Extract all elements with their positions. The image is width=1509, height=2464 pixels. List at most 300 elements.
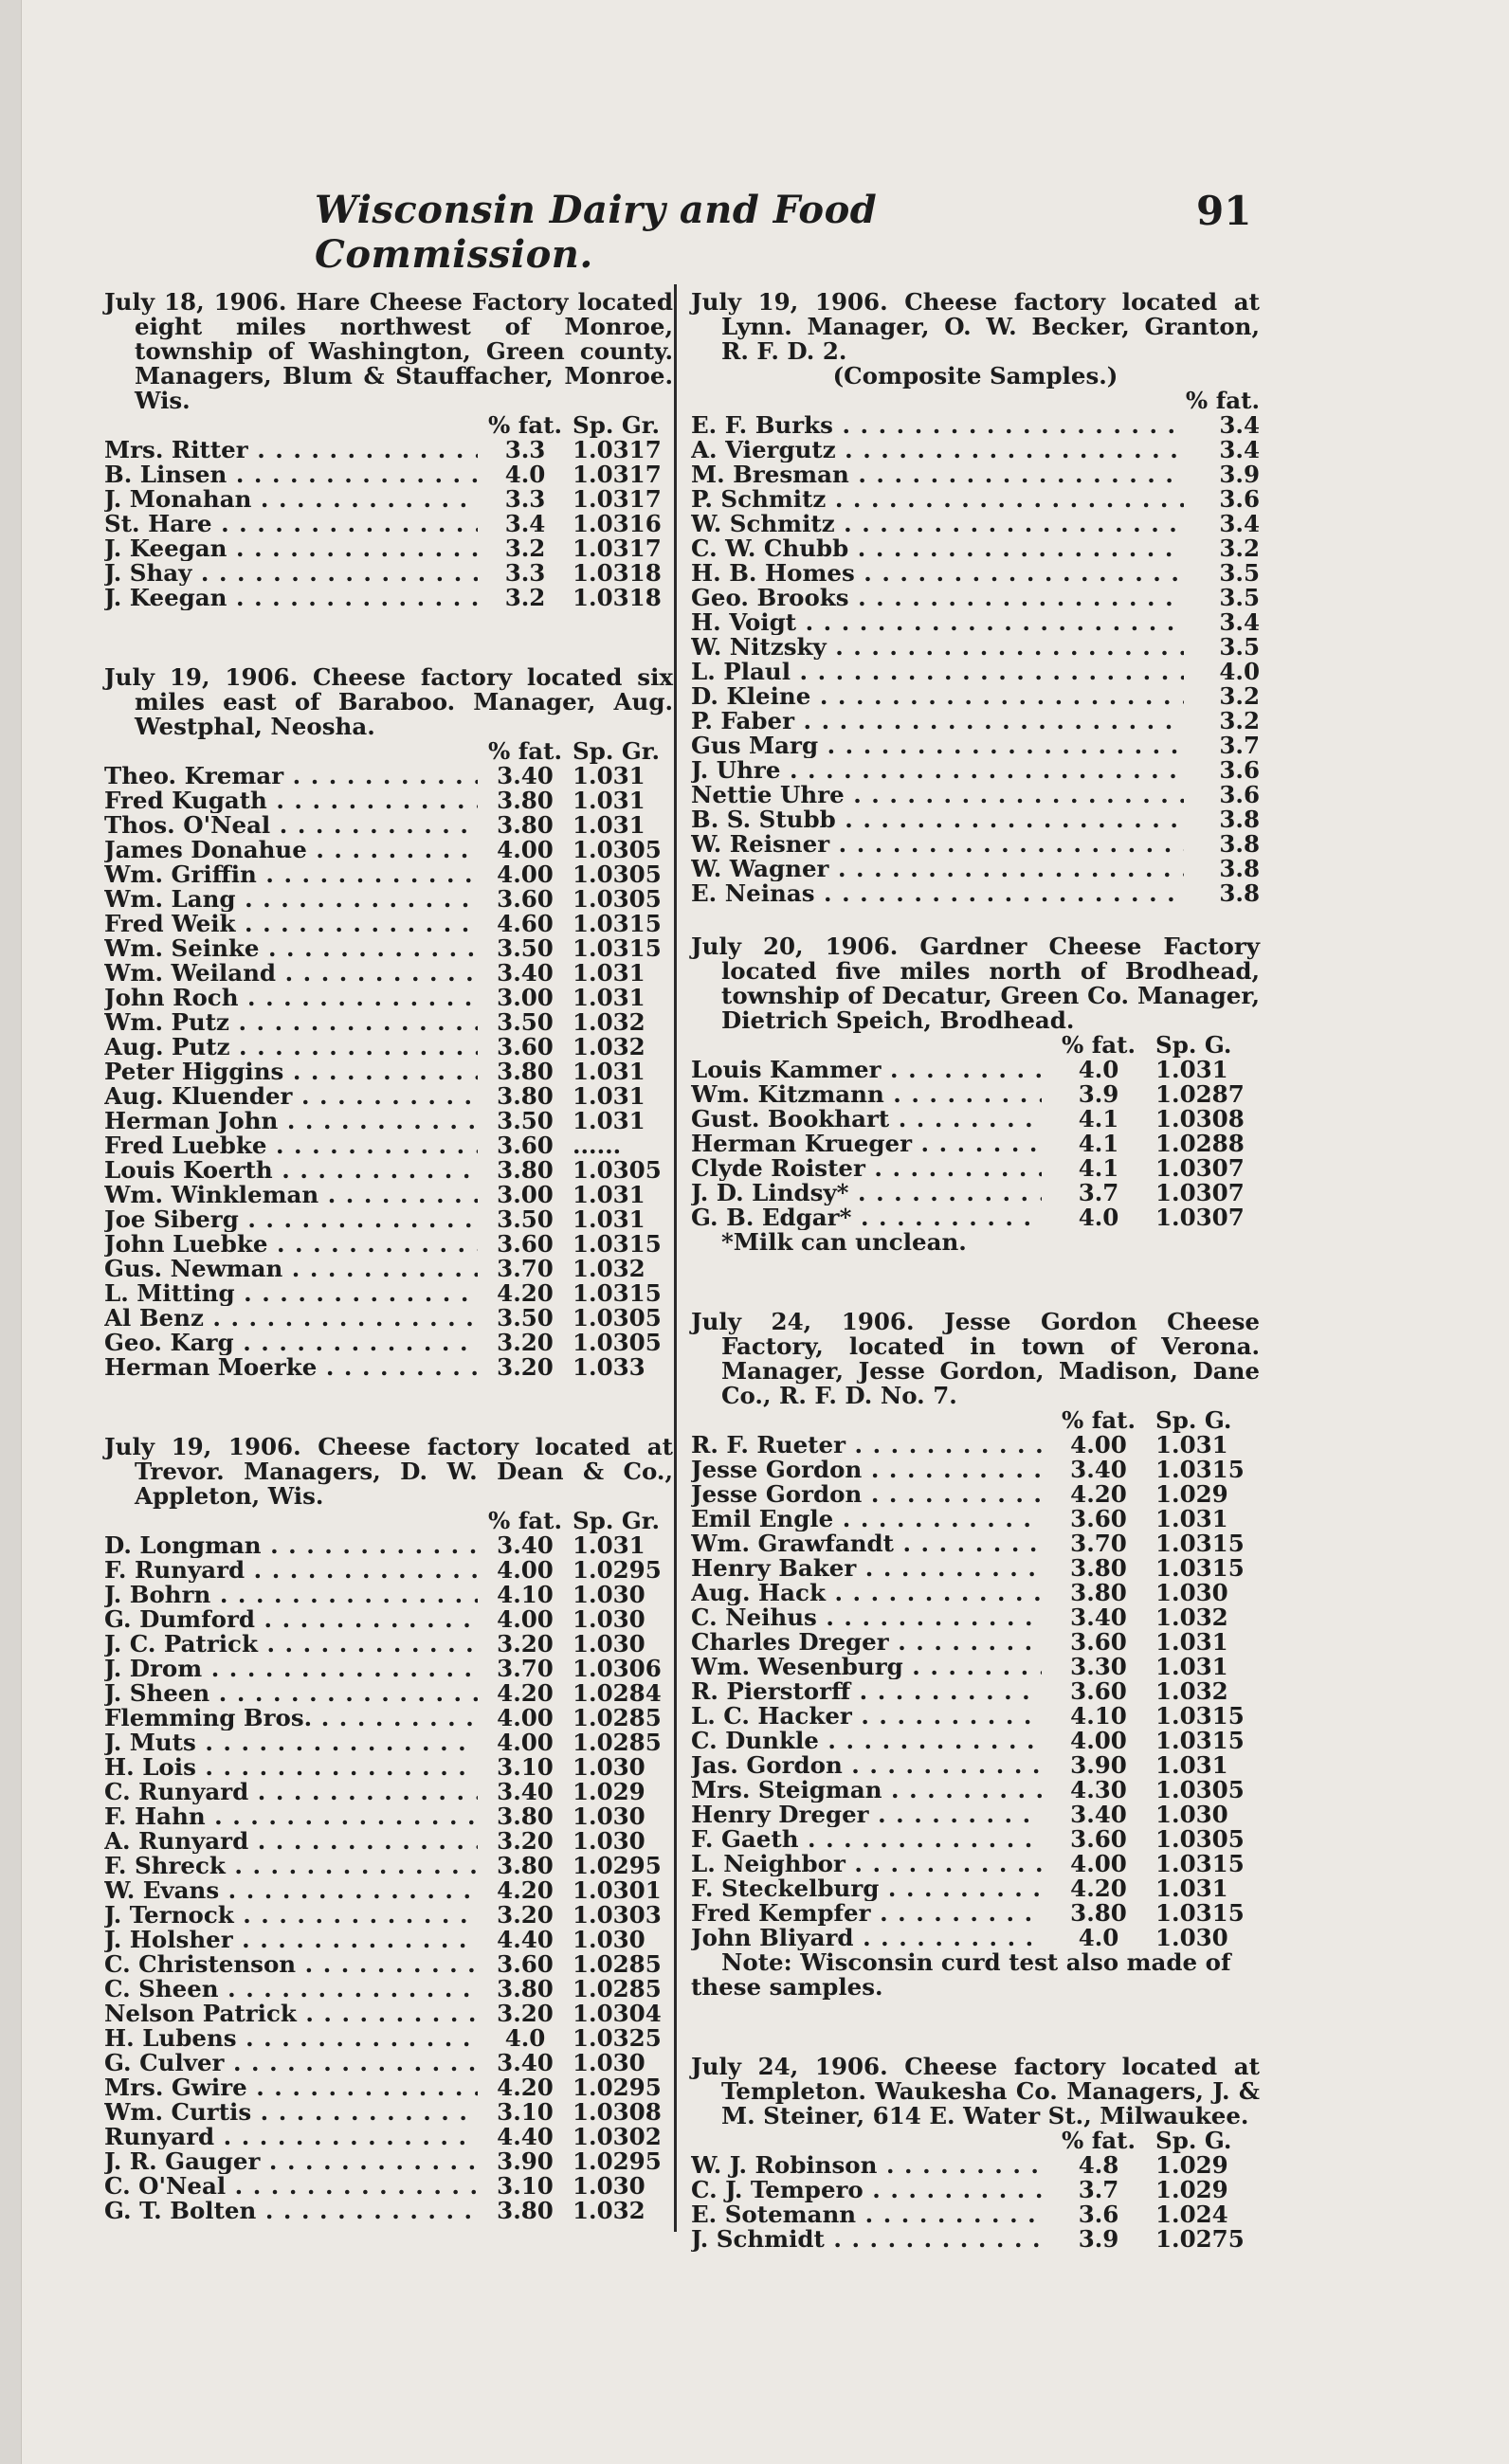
- sample-name: L. Mitting . . .: [104, 1281, 478, 1306]
- right-section-3: [691, 2055, 1260, 2252]
- section-heading: July 24, 1906. Jesse Gordon Cheese Factory, located in town of Verona. Manager, Jesse Gordon, Madison, Dane Co., R. F. D. No. 7.: [691, 1308, 1260, 1409]
- table-row: [691, 1901, 1260, 1926]
- table-row: [691, 1156, 1260, 1181]
- gravity-value: 1.032: [1155, 1677, 1228, 1705]
- sample-name: Fred Kugath . . .: [104, 788, 478, 813]
- fat-value: 4.00: [497, 836, 554, 863]
- gravity-value: 1.0304: [573, 2000, 662, 2027]
- right-section-1: [691, 934, 1260, 1255]
- gravity-value: 1.0316: [573, 510, 662, 537]
- gravity-value: 1.0315: [1155, 1554, 1245, 1582]
- sample-name: P. Schmitz . . .: [691, 487, 1184, 512]
- table-row: [691, 487, 1260, 512]
- sample-name: Gus Marg . . .: [691, 734, 1184, 758]
- table-row: [104, 1281, 673, 1306]
- table-row: [691, 1778, 1260, 1803]
- sample-name: J. Keegan . . .: [104, 536, 478, 561]
- fat-value: 3.70: [497, 1255, 554, 1282]
- table-row: [104, 838, 673, 862]
- table-row: [691, 536, 1260, 561]
- fat-value: 3.8: [1219, 879, 1260, 907]
- table-row: [104, 1257, 673, 1281]
- table-row: [104, 1084, 673, 1109]
- gravity-value: 1.031: [573, 1082, 645, 1110]
- sample-name: Aug. Kluender . . .: [104, 1084, 478, 1109]
- sample-name: L. Plaul . . .: [691, 660, 1184, 684]
- table-row: [104, 1977, 673, 2002]
- gravity-value: 1.0308: [1155, 1105, 1245, 1132]
- table-row: [104, 1158, 673, 1183]
- gravity-value: 1.0317: [573, 485, 662, 513]
- table-row: [691, 1132, 1260, 1156]
- gravity-value: 1.0303: [573, 1901, 662, 1929]
- gravity-value: 1.0295: [573, 2147, 662, 2175]
- table-row: [104, 1804, 673, 1829]
- fat-value: 3.40: [1070, 1603, 1127, 1631]
- table-row: [691, 1181, 1260, 1205]
- fat-value: 3.80: [497, 1803, 554, 1830]
- fat-value: 3.5: [1219, 584, 1260, 611]
- table-row: [104, 586, 673, 610]
- table-row: [691, 660, 1260, 684]
- sample-name: John Luebke . . .: [104, 1232, 478, 1257]
- gravity-value: 1.031: [573, 1058, 645, 1085]
- table-row: [104, 2051, 673, 2075]
- fat-value: 3.6: [1219, 781, 1260, 808]
- gravity-value: 1.0315: [1155, 1727, 1245, 1754]
- table-row: [104, 1035, 673, 1060]
- table-row: [104, 1583, 673, 1607]
- fat-value: 4.1: [1078, 1105, 1119, 1132]
- sample-name: E. Neinas . . .: [691, 881, 1184, 906]
- gravity-value: 1.0315: [573, 1230, 662, 1258]
- fat-value: 3.9: [1078, 1080, 1119, 1108]
- fat-value: 3.80: [1070, 1554, 1127, 1582]
- table-row: [104, 1829, 673, 1854]
- sample-name: Runyard . . .: [104, 2125, 478, 2149]
- table-row: [104, 1706, 673, 1730]
- gravity-value: 1.0305: [573, 1304, 662, 1332]
- fat-value: 3.8: [1219, 855, 1260, 882]
- gravity-value: 1.030: [1155, 1801, 1228, 1828]
- sample-name: C. Christenson . . .: [104, 1952, 478, 1977]
- gravity-value: 1.0315: [573, 910, 662, 937]
- sample-name: Jesse Gordon . . .: [691, 1458, 1042, 1482]
- sample-name: E. F. Burks . . .: [691, 413, 1184, 438]
- fat-value: 3.2: [1219, 534, 1260, 562]
- right-section-2: [691, 1310, 1260, 2000]
- sample-name: H. Lois . . .: [104, 1755, 478, 1780]
- table-row: [691, 758, 1260, 783]
- gravity-value: 1.0302: [573, 2123, 662, 2150]
- sample-name: Aug. Putz . . .: [104, 1035, 478, 1060]
- sample-name: C. W. Chubb . . .: [691, 536, 1184, 561]
- sample-name: J. Muts . . .: [104, 1730, 478, 1755]
- header-spacer: [691, 1033, 1042, 1058]
- page-header-title: Wisconsin Dairy and Food Commission.: [315, 188, 878, 277]
- gravity-value: 1.031: [573, 984, 645, 1011]
- table-row: [691, 1655, 1260, 1679]
- sample-name: L. C. Hacker . . .: [691, 1704, 1042, 1729]
- gravity-value: 1.030: [1155, 1924, 1228, 1951]
- table-header: [691, 2129, 1260, 2153]
- sample-name: Wm. Seinke . . .: [104, 936, 478, 961]
- table-row: [691, 1729, 1260, 1753]
- gravity-value: 1.0287: [1155, 1080, 1245, 1108]
- table-row: [104, 462, 673, 487]
- fat-value: 3.80: [1070, 1899, 1127, 1927]
- table-row: [691, 2178, 1260, 2202]
- column-divider: [674, 284, 677, 2232]
- left-section-2: [104, 665, 673, 1380]
- sample-name: J. Schmidt . . .: [691, 2227, 1042, 2252]
- table-row: [104, 1952, 673, 1977]
- fat-value: 3.8: [1219, 830, 1260, 858]
- sample-name: Wm. Winkleman . . .: [104, 1183, 478, 1207]
- fat-value: 4.20: [497, 1679, 554, 1707]
- column-header-gravity: Sp. G.: [1155, 1031, 1232, 1059]
- sample-name: Wm. Kitzmann . . .: [691, 1082, 1042, 1107]
- column-header-gravity: Sp. Gr.: [573, 411, 660, 439]
- table-row: [691, 2227, 1260, 2252]
- fat-value: 3.2: [1219, 682, 1260, 710]
- gravity-value: 1.0295: [573, 1556, 662, 1584]
- left-section-1: [104, 290, 673, 610]
- sample-name: A. Viergutz . . .: [691, 438, 1184, 462]
- sample-name: Mrs. Gwire . . .: [104, 2075, 478, 2100]
- table-row: [691, 1205, 1260, 1230]
- fat-value: 4.60: [497, 910, 554, 937]
- table-header: [691, 389, 1260, 413]
- sample-name: G. T. Bolten . . .: [104, 2199, 478, 2223]
- left-column: [104, 290, 673, 2278]
- table-row: [104, 1183, 673, 1207]
- fat-value: 3.4: [1219, 510, 1260, 537]
- table-row: [691, 1556, 1260, 1581]
- sample-name: D. Kleine . . .: [691, 684, 1184, 709]
- gravity-value: 1.0315: [1155, 1850, 1245, 1877]
- table-row: [691, 1507, 1260, 1531]
- table-row: [104, 2026, 673, 2051]
- column-header-fat: % fat.: [1061, 2127, 1136, 2154]
- fat-value: 4.00: [1070, 1431, 1127, 1458]
- gravity-value: 1.030: [573, 1926, 645, 1953]
- gravity-value: 1.0301: [573, 1876, 662, 1904]
- table-row: [104, 512, 673, 536]
- section-heading: July 20, 1906. Gardner Cheese Factory located five miles north of Brodhead, township of Decatur, Green Co. Manager, Dietrich Speich, Brodhead.: [691, 933, 1260, 1034]
- sample-name: Mrs. Steigman . . .: [691, 1778, 1042, 1803]
- fat-value: 4.40: [497, 1926, 554, 1953]
- page-number: 91: [1196, 188, 1252, 234]
- sample-name: G. Dumford . . .: [104, 1607, 478, 1632]
- gravity-value: 1.029: [1155, 1480, 1228, 1508]
- table-row: [691, 1852, 1260, 1876]
- sample-name: Fred Weik . . .: [104, 912, 478, 936]
- fat-value: 3.60: [497, 885, 554, 913]
- fat-value: 4.1: [1078, 1154, 1119, 1182]
- sample-name: C. Neihus . . .: [691, 1605, 1042, 1630]
- column-header-fat: % fat.: [1061, 1031, 1136, 1059]
- sample-name: G. B. Edgar* . . .: [691, 1205, 1042, 1230]
- table-row: [691, 832, 1260, 857]
- gravity-value: 1.0305: [573, 1329, 662, 1356]
- table-row: [691, 1082, 1260, 1107]
- sample-name: Jas. Gordon . . .: [691, 1753, 1042, 1778]
- gravity-value: 1.030: [573, 1630, 645, 1658]
- gravity-value: 1.030: [573, 2049, 645, 2076]
- sample-name: W. Nitzsky . . .: [691, 635, 1184, 660]
- fat-value: 3.8: [1219, 806, 1260, 833]
- table-row: [104, 813, 673, 838]
- fat-value: 4.00: [497, 1729, 554, 1756]
- sample-name: D. Longman . . .: [104, 1533, 478, 1558]
- table-row: [104, 1878, 673, 1903]
- column-header-fat: % fat.: [487, 411, 563, 439]
- gravity-value: 1.0305: [1155, 1825, 1245, 1853]
- section-subheading: (Composite Samples.): [832, 362, 1118, 390]
- sample-name: Herman Krueger . . .: [691, 1132, 1042, 1156]
- sample-name: Gus. Newman . . .: [104, 1257, 478, 1281]
- table-row: [691, 561, 1260, 586]
- gravity-value: 1.032: [573, 1033, 645, 1060]
- fat-value: 4.00: [1070, 1850, 1127, 1877]
- fat-value: 3.6: [1219, 756, 1260, 784]
- table-row: [104, 936, 673, 961]
- sample-name: C. Runyard . . .: [104, 1780, 478, 1804]
- sample-name: J. R. Gauger . . .: [104, 2149, 478, 2174]
- table-row: [104, 764, 673, 788]
- table-row: [691, 1581, 1260, 1605]
- column-header-fat: % fat.: [487, 737, 563, 765]
- sample-name: R. F. Rueter . . .: [691, 1433, 1042, 1458]
- gravity-value: 1.031: [573, 811, 645, 839]
- fat-value: 4.30: [1070, 1776, 1127, 1803]
- sample-name: C. Sheen . . .: [104, 1977, 478, 2002]
- gravity-value: 1.0295: [573, 2074, 662, 2101]
- column-header-gravity: Sp. G.: [1155, 2127, 1232, 2154]
- table-row: [691, 807, 1260, 832]
- table-header: [104, 1509, 673, 1533]
- gravity-value: 1.0306: [573, 1655, 662, 1682]
- sample-name: Louis Koerth . . .: [104, 1158, 478, 1183]
- table-row: [691, 1679, 1260, 1704]
- fat-value: 3.00: [497, 984, 554, 1011]
- fat-value: 3.80: [497, 1058, 554, 1085]
- sample-name: W. Evans . . .: [104, 1878, 478, 1903]
- fat-value: 3.6: [1078, 2201, 1119, 2228]
- table-row: [691, 1107, 1260, 1132]
- table-row: [104, 1355, 673, 1380]
- gravity-value: 1.0315: [1155, 1456, 1245, 1483]
- gravity-value: 1.024: [1155, 2201, 1228, 2228]
- sample-name: W. Wagner . . .: [691, 857, 1184, 881]
- fat-value: 3.80: [497, 1082, 554, 1110]
- fat-value: 4.0: [1078, 1204, 1119, 1231]
- table-row: [691, 1058, 1260, 1082]
- fat-value: 3.40: [497, 1531, 554, 1559]
- gravity-value: 1.0285: [573, 1729, 662, 1756]
- fat-value: 3.80: [497, 787, 554, 814]
- gravity-value: 1.0305: [573, 836, 662, 863]
- gravity-value: 1.0307: [1155, 1204, 1245, 1231]
- table-header: [691, 1408, 1260, 1433]
- fat-value: 3.40: [497, 959, 554, 987]
- table-row: [691, 857, 1260, 881]
- fat-value: 3.7: [1078, 2176, 1119, 2203]
- gravity-value: 1.031: [1155, 1751, 1228, 1779]
- table-row: [691, 1803, 1260, 1827]
- table-header: [104, 413, 673, 438]
- sample-name: W. Reisner . . .: [691, 832, 1184, 857]
- table-row: [691, 1926, 1260, 1950]
- column-header-gravity: Sp. G.: [1155, 1406, 1232, 1434]
- fat-value: 3.50: [497, 1205, 554, 1233]
- sample-name: Jesse Gordon . . .: [691, 1482, 1042, 1507]
- left-section-3: [104, 1435, 673, 2223]
- table-row: [104, 2199, 673, 2223]
- fat-value: 4.0: [1078, 1924, 1119, 1951]
- table-row: [691, 2153, 1260, 2178]
- fat-value: 4.10: [1070, 1702, 1127, 1730]
- fat-value: 3.9: [1219, 461, 1260, 488]
- sample-name: J. C. Patrick . . .: [104, 1632, 478, 1657]
- gravity-value: 1.031: [573, 762, 645, 789]
- sample-name: Joe Siberg . . .: [104, 1207, 478, 1232]
- fat-value: 3.40: [1070, 1801, 1127, 1828]
- sample-name: C. Dunkle . . .: [691, 1729, 1042, 1753]
- sample-name: W. Schmitz . . .: [691, 512, 1184, 536]
- fat-value: 3.60: [1070, 1505, 1127, 1532]
- sample-name: G. Culver . . .: [104, 2051, 478, 2075]
- sample-name: H. Voigt . . .: [691, 610, 1184, 635]
- sample-name: F. Runyard . . .: [104, 1558, 478, 1583]
- table-row: [691, 635, 1260, 660]
- table-row: [104, 2174, 673, 2199]
- gravity-value: 1.031: [573, 1531, 645, 1559]
- gravity-value: 1.0308: [573, 2098, 662, 2126]
- fat-value: 3.60: [497, 1132, 554, 1159]
- gravity-value: 1.0305: [573, 885, 662, 913]
- section-note: Note: Wisconsin curd test also made of these samples.: [691, 1948, 1231, 2001]
- header-spacer: [104, 739, 478, 764]
- fat-value: 3.4: [504, 510, 546, 537]
- section-heading: July 19, 1906. Cheese factory located at Lynn. Manager, O. W. Becker, Granton, R. F. D. 2.: [691, 288, 1260, 365]
- table-row: [691, 783, 1260, 807]
- sample-name: Flemming Bros. . . .: [104, 1706, 478, 1730]
- fat-value: 3.80: [497, 811, 554, 839]
- gravity-value: 1.0307: [1155, 1179, 1245, 1206]
- table-row: [691, 2202, 1260, 2227]
- fat-value: 4.0: [504, 2024, 546, 2052]
- table-row: [104, 961, 673, 986]
- table-row: [104, 438, 673, 462]
- table-row: [691, 881, 1260, 906]
- fat-value: 4.00: [497, 1556, 554, 1584]
- table-row: [691, 1482, 1260, 1507]
- header-spacer: [691, 2129, 1042, 2153]
- header-spacer: [691, 1408, 1042, 1433]
- fat-value: 4.20: [1070, 1480, 1127, 1508]
- gravity-value: 1.031: [1155, 1628, 1228, 1656]
- table-row: [104, 536, 673, 561]
- table-row: [104, 1060, 673, 1084]
- table-row: [104, 1533, 673, 1558]
- table-header: [691, 1033, 1260, 1058]
- gravity-value: 1.0317: [573, 461, 662, 488]
- sample-name: B. S. Stubb . . .: [691, 807, 1184, 832]
- sample-name: J. Sheen . . .: [104, 1681, 478, 1706]
- fat-value: 3.20: [497, 1353, 554, 1381]
- gravity-value: 1.0285: [573, 1704, 662, 1731]
- header-spacer: [104, 413, 478, 438]
- fat-value: 3.7: [1078, 1179, 1119, 1206]
- fat-value: 3.80: [1070, 1579, 1127, 1606]
- sample-name: Fred Kempfer . . .: [691, 1901, 1042, 1926]
- fat-value: 4.10: [497, 1581, 554, 1608]
- gravity-value: 1.029: [1155, 2176, 1228, 2203]
- table-row: [104, 1109, 673, 1133]
- sample-name: H. Lubens . . .: [104, 2026, 478, 2051]
- fat-value: 3.70: [497, 1655, 554, 1682]
- gravity-value: 1.0275: [1155, 2225, 1245, 2253]
- sample-name: Al Benz . . .: [104, 1306, 478, 1331]
- gravity-value: 1.0317: [573, 534, 662, 562]
- header-spacer: [104, 1509, 478, 1533]
- table-row: [691, 1876, 1260, 1901]
- table-row: [104, 1010, 673, 1035]
- sample-name: M. Bresman . . .: [691, 462, 1184, 487]
- gravity-value: 1.030: [573, 1581, 645, 1608]
- right-column: [691, 290, 1260, 2307]
- table-row: [691, 1458, 1260, 1482]
- sample-name: J. Uhre . . .: [691, 758, 1184, 783]
- gravity-value: 1.030: [1155, 1579, 1228, 1606]
- sample-name: Henry Dreger . . .: [691, 1803, 1042, 1827]
- fat-value: 4.00: [497, 1704, 554, 1731]
- gravity-value: 1.031: [1155, 1505, 1228, 1532]
- gravity-value: 1.0285: [573, 1950, 662, 1978]
- fat-value: 3.2: [1219, 707, 1260, 734]
- fat-value: 3.3: [504, 559, 546, 587]
- gravity-value: ......: [573, 1132, 622, 1159]
- fat-value: 4.0: [1078, 1056, 1119, 1083]
- fat-value: 4.20: [497, 1876, 554, 1904]
- table-row: [104, 1558, 673, 1583]
- gravity-value: 1.0295: [573, 1852, 662, 1879]
- gravity-value: 1.030: [573, 1827, 645, 1855]
- gravity-value: 1.0305: [573, 861, 662, 888]
- fat-value: 3.30: [1070, 1653, 1127, 1680]
- table-row: [104, 1780, 673, 1804]
- gravity-value: 1.032: [1155, 1603, 1228, 1631]
- table-row: [104, 887, 673, 912]
- table-row: [104, 1657, 673, 1681]
- fat-value: 3.7: [1219, 732, 1260, 759]
- table-row: [691, 1605, 1260, 1630]
- table-row: [104, 1607, 673, 1632]
- sample-name: Thos. O'Neal . . .: [104, 813, 478, 838]
- table-row: [104, 1681, 673, 1706]
- sample-name: Clyde Roister . . .: [691, 1156, 1042, 1181]
- table-row: [104, 2149, 673, 2174]
- fat-value: 3.90: [497, 2147, 554, 2175]
- sample-name: P. Faber . . .: [691, 709, 1184, 734]
- gravity-value: 1.0305: [1155, 1776, 1245, 1803]
- sample-name: John Bliyard . . .: [691, 1926, 1042, 1950]
- fat-value: 3.10: [497, 2098, 554, 2126]
- fat-value: 3.5: [1219, 633, 1260, 661]
- table-row: [691, 462, 1260, 487]
